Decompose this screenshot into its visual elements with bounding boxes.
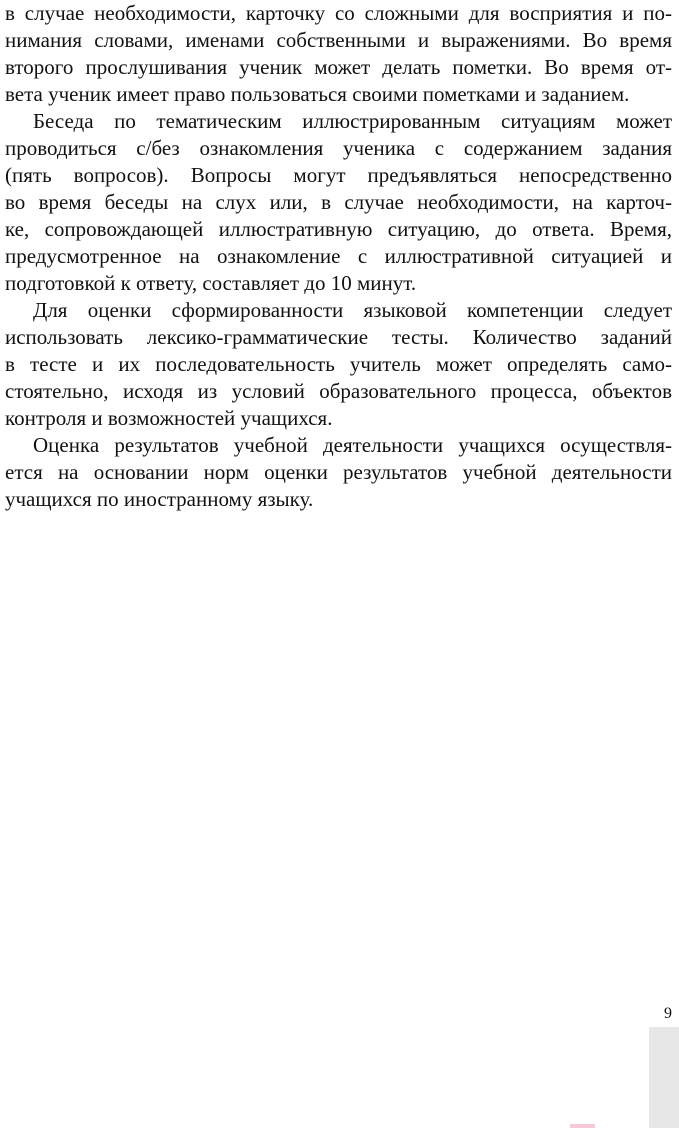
paragraph-line: (пять вопросов). Вопросы могут предъявляться непосредственно	[5, 163, 672, 187]
paragraph-line: вета ученик имеет право пользоваться своими пометками и заданием.	[5, 82, 630, 106]
paragraph-line: контроля и возможностей учащихся.	[5, 406, 333, 430]
paragraph-line: ется на основании норм оценки результатов учебной деятельности	[5, 460, 672, 484]
paragraph-line: стоятельно, исходя из условий образовательного процесса, объектов	[5, 379, 672, 403]
paragraph-line: ке, сопровождающей иллюстративную ситуацию, до ответа. Время,	[5, 217, 672, 241]
paragraph-line: подготовкой к ответу, составляет до 10 минут.	[5, 271, 417, 295]
paragraph-line: второго прослушивания ученик может делать пометки. Во время от-	[5, 55, 672, 79]
page-number: 9	[664, 1005, 672, 1022]
paragraph-line: Для оценки сформированности языковой компетенции следует	[33, 298, 672, 322]
paragraph-line: в тесте и их последовательность учитель может определять само-	[5, 352, 672, 376]
paragraph-line: нимания словами, именами собственными и выражениями. Во время	[5, 28, 672, 52]
paragraph-line: во время беседы на слух или, в случае необходимости, на карточ-	[5, 190, 672, 214]
paragraph-line: Беседа по тематическим иллюстрированным ситуациям может	[33, 109, 672, 133]
print-mark	[570, 1124, 595, 1128]
paragraph-line: в случае необходимости, карточку со сложными для восприятия и по-	[5, 1, 672, 25]
paragraph-3	[5, 297, 672, 432]
paragraph-line: использовать лексико-грамматические тесты. Количество заданий	[5, 325, 672, 349]
paragraph-line: учащихся по иностранному языку.	[5, 487, 314, 511]
paragraph-2	[5, 108, 672, 297]
page-edge-tab	[649, 1027, 679, 1128]
paragraph-line: проводиться с/без ознакомления ученика с содержанием задания	[5, 136, 672, 160]
paragraph-line: Оценка результатов учебной деятельности учащихся осуществля-	[33, 433, 672, 457]
page-text	[5, 0, 672, 513]
paragraph-line: предусмотренное на ознакомление с иллюстративной ситуацией и	[5, 244, 672, 268]
paragraph-4	[5, 432, 672, 513]
paragraph-1	[5, 0, 672, 108]
